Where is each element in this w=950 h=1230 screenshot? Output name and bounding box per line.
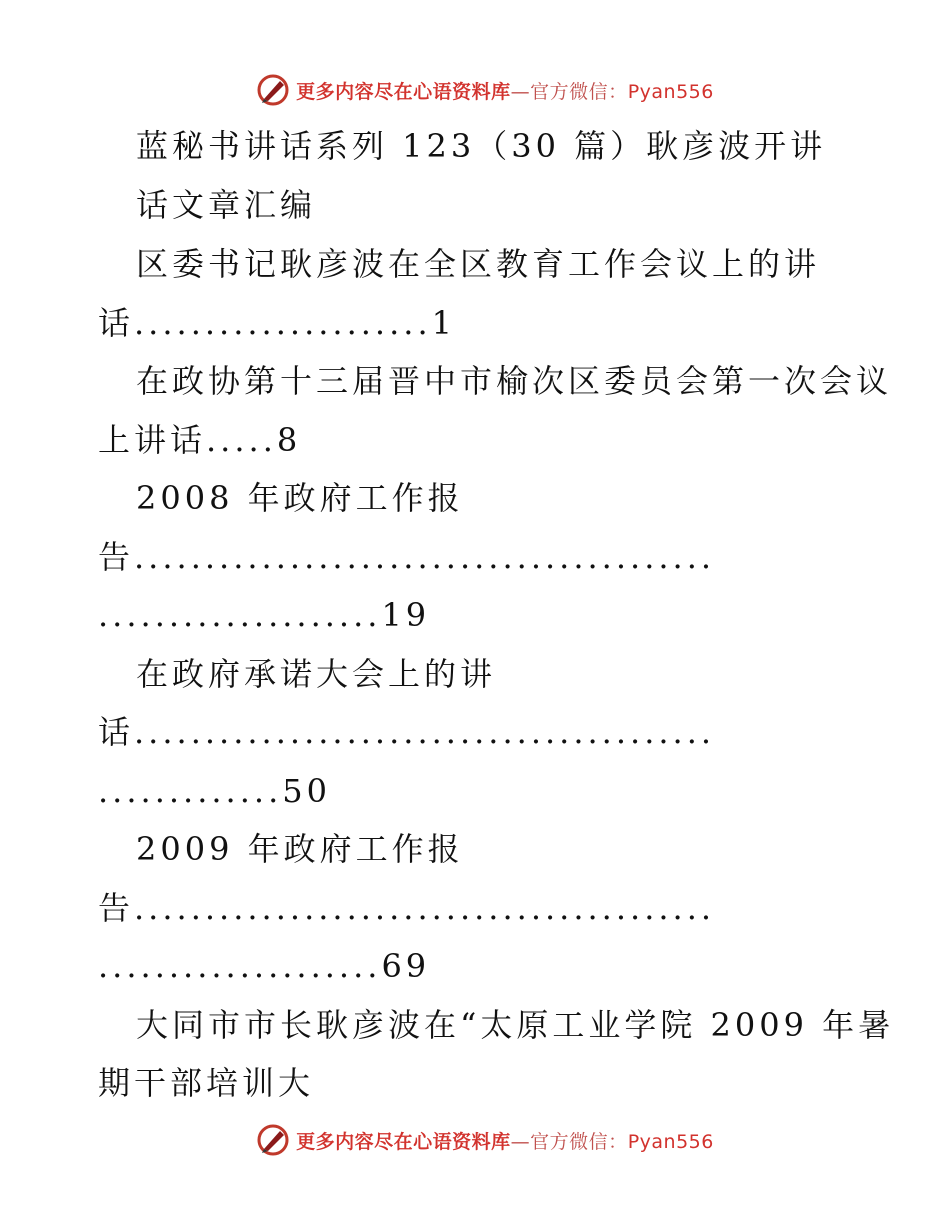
- toc-entry-6-continued: 期干部培训大: [98, 1064, 315, 1102]
- banner-wechat-id: Pyan556: [627, 80, 714, 103]
- banner-separator: —: [510, 1130, 531, 1153]
- banner-text: [296, 77, 714, 104]
- header-banner: [0, 68, 950, 112]
- toc-entry-3-leader: 告.........................................: [98, 538, 716, 576]
- footer-banner: [0, 1118, 950, 1162]
- toc-entry-1-leader: 话.....................1: [98, 304, 456, 342]
- toc-entry-4-leader: 话.........................................: [98, 713, 716, 751]
- banner-separator: —: [510, 80, 531, 103]
- banner-main-text: 更多内容尽在心语资料库: [296, 80, 511, 103]
- doc-title-line2: 话文章汇编: [136, 186, 317, 224]
- toc-entry-4-page: .............50: [98, 772, 331, 810]
- toc-entry-5-page: ....................69: [98, 947, 431, 985]
- doc-title-line1: 蓝秘书讲话系列 123（30 篇）耿彦波开讲: [136, 127, 827, 165]
- banner-main-text: 更多内容尽在心语资料库: [296, 1130, 511, 1153]
- toc-entry-5-leader: 告.........................................: [98, 889, 716, 927]
- toc-entry-4-title: 在政府承诺大会上的讲: [136, 655, 497, 693]
- banner-text: [296, 1127, 714, 1154]
- toc-entry-1-title: 区委书记耿彦波在全区教育工作会议上的讲: [136, 245, 821, 283]
- pen-circle-logo-icon: [256, 73, 290, 107]
- banner-wechat-id: Pyan556: [627, 1130, 714, 1153]
- toc-entry-5-title: 2009 年政府工作报: [136, 830, 464, 868]
- toc-entry-3-page: ....................19: [98, 596, 431, 634]
- banner-wechat-label: 官方微信：: [530, 80, 628, 103]
- banner-wechat-label: 官方微信：: [530, 1130, 628, 1153]
- pen-circle-logo-icon: [256, 1123, 290, 1157]
- toc-entry-6-title: 大同市市长耿彦波在“太原工业学院 2009 年暑: [136, 1006, 895, 1044]
- toc-entry-2-leader: 上讲话.....8: [98, 421, 302, 459]
- toc-entry-2-title: 在政协第十三届晋中市榆次区委员会第一次会议: [136, 362, 893, 400]
- toc-entry-3-title: 2008 年政府工作报: [136, 479, 464, 517]
